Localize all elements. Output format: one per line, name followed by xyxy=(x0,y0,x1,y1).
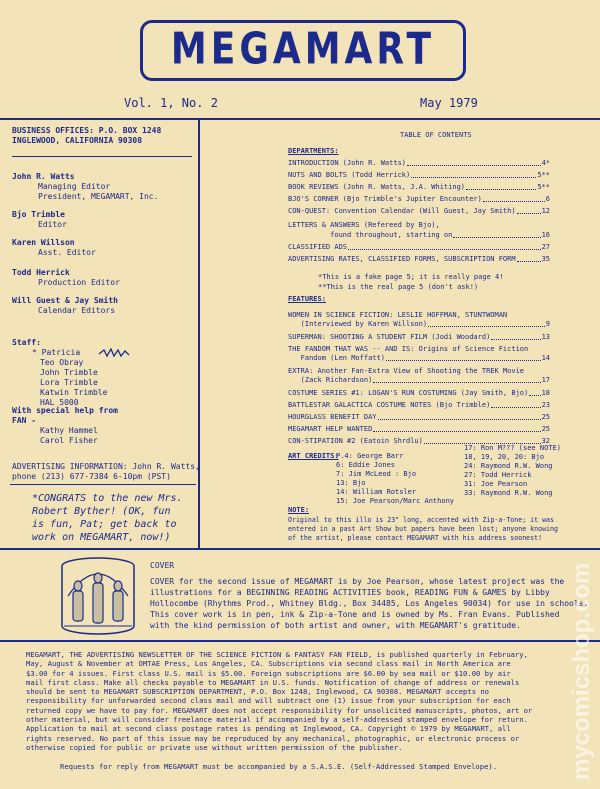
staff-list xyxy=(12,338,107,408)
toc-entry xyxy=(288,254,550,264)
footer-line: otherwise copied for public or private use without written permission of the publisher. xyxy=(26,742,403,752)
toc-entry xyxy=(288,230,550,240)
toc-entry-title: BJO'S CORNER (Bjo Trimble's Jupiter Encounter) xyxy=(288,195,482,203)
toc-entry-title: ADVERTISING RATES, CLASSIFIED FORMS, SUBSCRIPTION FORM xyxy=(288,255,516,263)
toc-entry-title: MEGAMART HELP WANTED xyxy=(288,425,373,433)
toc-entry xyxy=(288,319,550,329)
toc-entry-title: BOOK REVIEWS (John R. Watts, J.A. Whiting) xyxy=(288,183,466,191)
issue-date: May 1979 xyxy=(420,96,478,110)
helper-name: Kathy Hammel xyxy=(40,426,98,435)
staff-role: Editor xyxy=(38,220,67,229)
leader-dots xyxy=(378,412,541,420)
cover-label: COVER xyxy=(150,561,175,570)
toc-entry-title: LETTERS & ANSWERS (Refereed by Bjo), xyxy=(288,221,440,229)
toc-entry-title: (Zack Richardson) xyxy=(288,376,373,384)
note-label: NOTE: xyxy=(288,506,310,514)
note-line: entered in a past Art Show but papers have been lost; anyone knowing xyxy=(288,525,558,533)
helper-name: Carol Fisher xyxy=(40,436,98,445)
footer-line: Application to mail at second class postage rates is pending at Inglewood, CA. Copyright © 1979 by MEGAMART, all xyxy=(26,724,511,734)
leader-dots xyxy=(424,436,541,444)
toc-entry-title: COSTUME SERIES #1: LOGAN'S RUN COSTUMING (Jay Smith, Bjo) xyxy=(288,389,529,397)
cover-line: This cover work is in pen, ink & Zip-a-Tone and is owned by Ms. Fran Evans. Published xyxy=(150,610,560,619)
leader-dots xyxy=(373,375,540,383)
leader-dots xyxy=(466,182,536,190)
art-credit: P.4: George Barr xyxy=(336,452,404,460)
art-credit: 15: Joe Pearson/Marc Anthony xyxy=(336,497,455,505)
toc-entry-title: found throughout, starting on xyxy=(288,231,453,239)
toc-entry-page: 27 xyxy=(541,243,550,251)
cover-illustration xyxy=(60,556,136,636)
art-credit: 18, 19, 20, 20: Bjo xyxy=(464,453,545,461)
toc-entry xyxy=(288,206,550,216)
art-credit: 17: Ron M??? (see NOTE) xyxy=(464,444,561,452)
art-credit: 7: Jim McLeod : Bjo xyxy=(336,470,417,478)
leader-dots xyxy=(428,319,545,327)
help-label-fan: FAN - xyxy=(12,416,37,425)
footer-line: responsibility for unforwarded second class mail and will subtract one (1) issue from your subscription for each xyxy=(26,696,511,706)
toc-entry-page: 25 xyxy=(541,413,550,421)
help-label: With special help from xyxy=(12,406,118,415)
congrats-line: *CONGRATS to the new Mrs. xyxy=(32,493,183,504)
congrats-line: work on MEGAMART, now!) xyxy=(32,532,171,543)
toc-entry-title: THE FANDOM THAT WAS -- AND IS: Origins of Science Fiction xyxy=(288,345,529,353)
cover-line: with the kind permission of both artist and owner, with MEGAMART's gratitude. xyxy=(150,621,521,630)
toc-entry-title: CLASSIFIED ADS xyxy=(288,243,348,251)
toc-entry-page: 12 xyxy=(541,207,550,215)
watermark xyxy=(568,560,598,780)
cover-line: illustrations for a BEGINNING READING ACTIVITIES book, READING FUN & GAMES by Libby xyxy=(150,588,550,597)
staff-name: Bjo Trimble xyxy=(12,210,65,219)
masthead-logo-box xyxy=(140,20,466,81)
masthead-title: MEGAMART xyxy=(170,24,436,75)
toc-note-2: **This is the real page 5 (don't ask!) xyxy=(318,283,479,291)
note-line: of the artist, please contact MEGAMART with his address soonest! xyxy=(288,534,543,542)
staff-name: John R. Watts xyxy=(12,172,75,181)
toc-entry xyxy=(288,353,550,363)
art-credit: 13: Bjo xyxy=(336,479,366,487)
staff-name: HAL 5000 xyxy=(40,398,79,407)
toc-entry-page: 17 xyxy=(541,376,550,384)
congrats-note xyxy=(32,492,183,544)
top-rule xyxy=(0,118,600,120)
leader-dots xyxy=(348,242,541,250)
staff-role: Asst. Editor xyxy=(38,248,96,257)
leader-dots xyxy=(529,388,540,396)
art-credits-label: ART CREDITS: xyxy=(288,452,339,460)
toc-entry xyxy=(288,375,550,385)
toc-entry-title: EXTRA: Another Fan-Extra View of Shooting the TREK Movie xyxy=(288,367,525,375)
special-help xyxy=(12,406,118,446)
toc-entry-page: 6 xyxy=(545,195,550,203)
features-label: FEATURES: xyxy=(288,295,326,303)
footer-line: should be sent to MEGAMART SUBSCRIPTION DEPARTMENT, P.O. Box 1248, Inglewood, CA 90308. MEGAMART accepts no xyxy=(26,687,490,697)
toc-entry xyxy=(288,182,550,192)
staff-role: President, MEGAMART, Inc. xyxy=(38,192,159,201)
toc-entry-page: 16 xyxy=(541,231,550,239)
toc-entry-page: 5** xyxy=(537,171,550,179)
toc-entry xyxy=(288,332,550,342)
toc-title: TABLE OF CONTENTS xyxy=(400,131,472,139)
editor-bjo xyxy=(12,210,67,230)
business-line-1: BUSINESS OFFICES: P.O. BOX 1248 xyxy=(12,126,162,135)
art-credit: 6: Eddie Jones xyxy=(336,461,396,469)
toc-entry-title: Fandom (Len Moffatt) xyxy=(288,354,385,362)
staff-name: Lora Trimble xyxy=(40,378,98,387)
congrats-line: is fun, Pat; get back to xyxy=(32,519,177,530)
toc-entry xyxy=(288,242,550,252)
watermark-text: mycomicshop.com xyxy=(568,562,595,780)
business-offices xyxy=(12,126,161,146)
leader-dots xyxy=(517,254,541,262)
toc-entry-page: 23 xyxy=(541,401,550,409)
toc-entry-page: 35 xyxy=(541,255,550,263)
business-line-2: INGLEWOOD, CALIFORNIA 90308 xyxy=(12,136,143,145)
toc-entry-page: 4* xyxy=(541,159,550,167)
staff-role: Calendar Editors xyxy=(38,306,116,315)
toc-entry-page: 32 xyxy=(541,437,550,445)
lower-rule xyxy=(0,640,600,642)
staff-label: Staff: xyxy=(12,338,41,347)
toc-entry-title: BATTLESTAR GALACTICA COSTUME NOTES (Bjo Trimble) xyxy=(288,401,491,409)
toc-entry xyxy=(288,170,550,180)
toc-entry-title: SUPERMAN: SHOOTING A STUDENT FILM (Jodi Woodard) xyxy=(288,333,491,341)
toc-entry-title: NUTS AND BOLTS (Todd Herrick) xyxy=(288,171,411,179)
art-credit: 24: Raymond R.W. Wong xyxy=(464,462,553,470)
cover-line: Hollocombe (Rhythms Prod., Whitney Bldg., Box 34485, Los Angeles 90034) for use in schools. xyxy=(150,599,589,608)
congrats-line: Robert Byther! (OK, fun xyxy=(32,506,171,517)
advertising-rule xyxy=(10,484,196,485)
art-credit: 14: William Rotsler xyxy=(336,488,417,496)
toc-entry-title: WOMEN IN SCIENCE FICTION: LESLIE HOFFMAN, STUNTWOMAN xyxy=(288,311,508,319)
staff-name: Teo Obray xyxy=(40,358,84,367)
leader-dots xyxy=(386,353,541,361)
leader-dots xyxy=(453,230,540,238)
advertising-line-1: ADVERTISING INFORMATION: John R. Watts, xyxy=(12,462,200,471)
staff-role: Managing Editor xyxy=(38,182,111,191)
issue-volume: Vol. 1, No. 2 xyxy=(124,96,218,110)
footer-line: mail first class. Make all checks payable to MEGAMART in U.S. funds. Notification of change of address or renewals xyxy=(26,677,520,687)
editor-todd xyxy=(12,268,120,288)
advertising-line-2: phone (213) 677-7384 6-10pm (PST) xyxy=(12,472,171,481)
leader-dots xyxy=(373,424,540,432)
toc-entry-title: CON-STIPATION #2 (Eatoin Shrdlu) xyxy=(288,437,423,445)
staff-role: Production Editor xyxy=(38,278,120,287)
toc-entry-title: HOURGLASS BENEFIT DAY xyxy=(288,413,377,421)
footer-line: other material, but will consider freelance material if accompanied by a self-addressed stamped envelope for return. xyxy=(26,715,528,725)
art-credits-col-2 xyxy=(464,444,561,498)
staff-name: Katwin Trimble xyxy=(40,388,108,397)
toc-entry-page: 14 xyxy=(541,354,550,362)
art-credit: 33: Raymond R.W. Wong xyxy=(464,489,553,497)
staff-first-name: * Patricia xyxy=(32,348,81,357)
toc-entry xyxy=(288,194,550,204)
editor-john xyxy=(12,172,158,202)
business-rule xyxy=(12,156,192,157)
column-divider xyxy=(198,120,200,548)
leader-dots xyxy=(491,332,540,340)
art-credits-col-1 xyxy=(336,452,454,506)
middle-rule xyxy=(0,548,600,550)
departments-label: DEPARTMENTS: xyxy=(288,147,339,155)
editor-will-jay xyxy=(12,296,118,316)
staff-name: Todd Herrick xyxy=(12,268,70,277)
art-credit: 27: Todd Herrick xyxy=(464,471,532,479)
leader-dots xyxy=(407,158,541,166)
leader-dots xyxy=(411,170,536,178)
note-text xyxy=(288,516,558,543)
toc-entry-title: CON-QUEST: Convention Calendar (Will Guest, Jay Smith) xyxy=(288,207,516,215)
toc-entry-page: 9 xyxy=(545,320,550,328)
footer-line: MEGAMART, THE ADVERTISING NEWSLETTER OF THE SCIENCE FICTION & FANTASY FAN FIELD, is published quarterly in February, xyxy=(26,650,528,659)
toc-entry xyxy=(288,424,550,434)
publication-info xyxy=(26,650,532,752)
toc-entry-page: 25 xyxy=(541,425,550,433)
toc-entry xyxy=(288,158,550,168)
cover-description xyxy=(150,576,588,631)
toc-entry-page: 13 xyxy=(541,333,550,341)
sase-notice: Requests for reply from MEGAMART must be accompanied by a S.A.S.E. (Self-Addressed Stamped Envelope). xyxy=(60,762,498,771)
leader-dots xyxy=(517,206,541,214)
toc-note-1: *This is a fake page 5; it is really page 4! xyxy=(318,273,504,281)
toc-entry xyxy=(288,400,550,410)
editor-karen xyxy=(12,238,96,258)
leader-dots xyxy=(483,194,545,202)
toc-entry-title: (Interviewed by Karen Willson) xyxy=(288,320,428,328)
staff-name: John Trimble xyxy=(40,368,98,377)
leader-dots xyxy=(491,400,540,408)
cover-thumbnail-art xyxy=(60,556,136,636)
footer-line: May, August & November at OMTAE Press, Los Angeles, CA. Subscriptions via second class mail in North America are xyxy=(26,659,511,669)
scribble-mark xyxy=(98,348,132,358)
cover-line: COVER for the second issue of MEGAMART is by Joe Pearson, whose latest project was the xyxy=(150,577,565,586)
toc-entry xyxy=(288,388,550,398)
toc-entry xyxy=(288,412,550,422)
footer-line: returned copy we have to pay for. MEGAMART does not accept responsibility for unsolicited manuscripts, photos, art or xyxy=(26,705,533,715)
staff-name: Karen Willson xyxy=(12,238,75,247)
toc-entry-title: INTRODUCTION (John R. Watts) xyxy=(288,159,407,167)
footer-line: rights reserved. No part of this issue may be reproduced by any mechanical, photographic, or electronic process or xyxy=(26,733,520,743)
advertising-info xyxy=(12,462,200,482)
toc-entry-page: 5** xyxy=(537,183,550,191)
staff-name: Will Guest & Jay Smith xyxy=(12,296,118,305)
note-line: Original to this illo is 23" long, accented with Zip-a-Tone; it was xyxy=(288,516,554,524)
toc-entry-page: 18 xyxy=(541,389,550,397)
art-credit: 31: Joe Pearson xyxy=(464,480,528,488)
footer-line: $3.00 for 4 issues. First class U.S. mail is $5.00. Foreign subscriptions are $6.00 by sea mail or $10.00 by air xyxy=(26,668,511,678)
toc-entry xyxy=(288,220,550,230)
